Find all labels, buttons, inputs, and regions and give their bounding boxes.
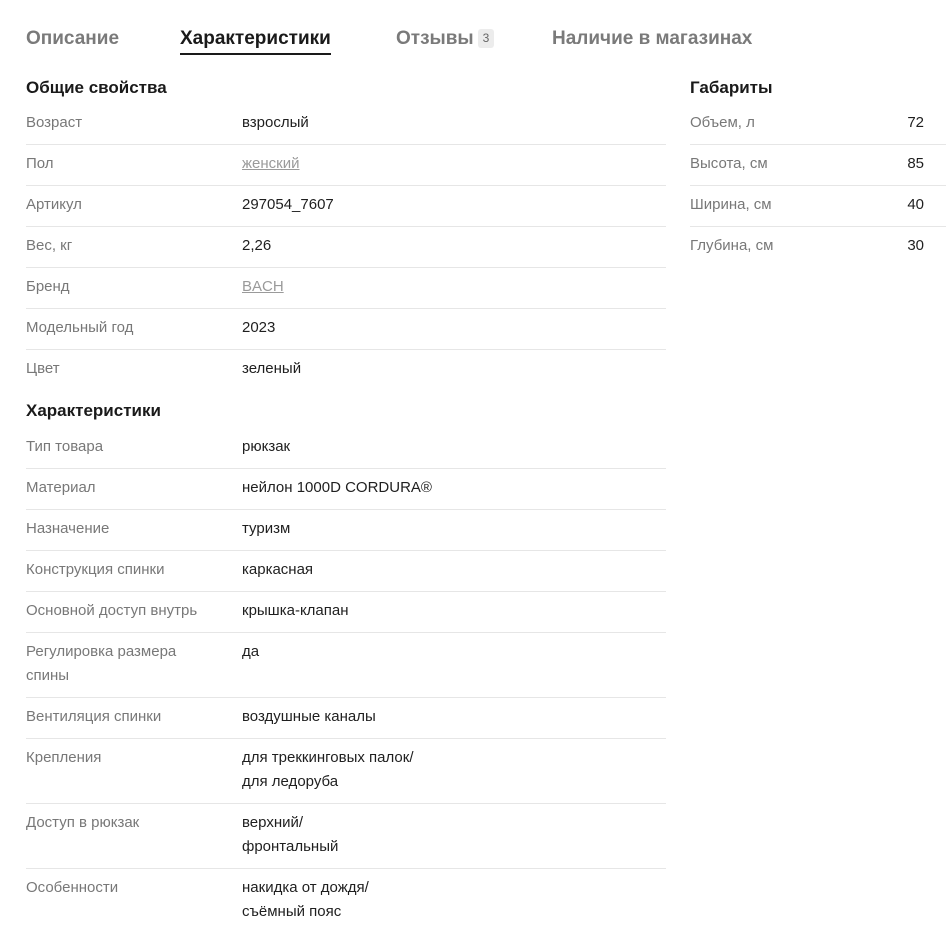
row-value: 85 xyxy=(907,155,924,172)
table-row xyxy=(26,104,666,145)
table-row xyxy=(26,739,666,804)
tab-reviews[interactable] xyxy=(396,26,494,52)
row-value: зеленый xyxy=(242,360,302,377)
general-properties-title: Общие свойства xyxy=(26,78,167,97)
row-label: Тип товара xyxy=(26,438,104,455)
tab-reviews-label: Отзывы xyxy=(396,28,474,49)
general-properties-table xyxy=(26,104,666,391)
row-label: Глубина, см xyxy=(690,237,774,254)
row-label: Назначение xyxy=(26,520,110,537)
row-value-link[interactable]: BACH xyxy=(242,278,284,295)
specifications-table xyxy=(26,428,666,934)
row-value: 2,26 xyxy=(242,237,272,254)
row-value: 297054_7607 xyxy=(242,196,334,213)
table-row xyxy=(26,869,666,934)
row-label: Модельный год xyxy=(26,319,134,336)
row-label: Крепления xyxy=(26,749,102,766)
row-label: Вес, кг xyxy=(26,237,73,254)
table-row xyxy=(26,551,666,592)
table-row xyxy=(26,268,666,309)
table-row xyxy=(26,804,666,869)
table-row xyxy=(690,186,946,227)
row-value: туризм xyxy=(242,520,291,537)
row-value: 40 xyxy=(907,196,924,213)
row-label: Высота, см xyxy=(690,155,768,172)
table-row xyxy=(690,104,946,145)
row-value: крышка-клапан xyxy=(242,602,349,619)
row-value: верхний/ фронтальный xyxy=(242,814,339,855)
row-label: Объем, л xyxy=(690,114,755,131)
reviews-count-badge: 3 xyxy=(478,29,495,48)
row-value: взрослый xyxy=(242,114,309,131)
row-value: каркасная xyxy=(242,561,314,578)
row-label: Регулировка размера спины xyxy=(26,643,177,684)
table-row xyxy=(26,510,666,551)
row-value: 2023 xyxy=(242,319,276,336)
table-row xyxy=(26,698,666,739)
table-row xyxy=(26,186,666,227)
tab-specifications-label: Характеристики xyxy=(180,28,331,49)
row-label: Основной доступ внутрь xyxy=(26,602,198,619)
tab-store-availability-label: Наличие в магазинах xyxy=(552,28,753,49)
row-value: рюкзак xyxy=(242,438,291,455)
table-row xyxy=(690,145,946,186)
row-label: Бренд xyxy=(26,278,70,295)
row-label: Особенности xyxy=(26,879,119,896)
row-label: Конструкция спинки xyxy=(26,561,165,578)
tab-store-availability[interactable] xyxy=(552,26,752,52)
dimensions-table xyxy=(690,104,946,268)
dimensions-title: Габариты xyxy=(690,78,773,97)
row-label: Цвет xyxy=(26,360,60,377)
row-value: накидка от дождя/ съёмный пояс xyxy=(242,879,369,920)
row-label: Пол xyxy=(26,155,54,172)
table-row xyxy=(26,309,666,350)
row-label: Доступ в рюкзак xyxy=(26,814,140,831)
table-row xyxy=(26,428,666,469)
row-value: 72 xyxy=(907,114,924,131)
row-value-link[interactable]: женский xyxy=(242,155,300,172)
row-label: Вентиляция спинки xyxy=(26,708,162,725)
table-row xyxy=(26,469,666,510)
row-label: Ширина, см xyxy=(690,196,772,213)
row-value: нейлон 1000D CORDURA® xyxy=(242,479,432,496)
table-row xyxy=(26,350,666,391)
tab-description[interactable] xyxy=(26,26,119,52)
table-row xyxy=(26,633,666,698)
row-label: Артикул xyxy=(26,196,82,213)
row-value: да xyxy=(242,643,260,660)
row-value: воздушные каналы xyxy=(242,708,376,725)
table-row xyxy=(690,227,946,268)
table-row xyxy=(26,145,666,186)
tab-description-label: Описание xyxy=(26,28,120,49)
row-label: Возраст xyxy=(26,114,83,131)
table-row xyxy=(26,592,666,633)
specifications-title: Характеристики xyxy=(26,401,161,420)
row-label: Материал xyxy=(26,479,96,496)
tab-specifications[interactable] xyxy=(180,26,331,55)
row-value: для треккинговых палок/ для ледоруба xyxy=(242,749,414,790)
table-row xyxy=(26,227,666,268)
row-value: 30 xyxy=(907,237,924,254)
